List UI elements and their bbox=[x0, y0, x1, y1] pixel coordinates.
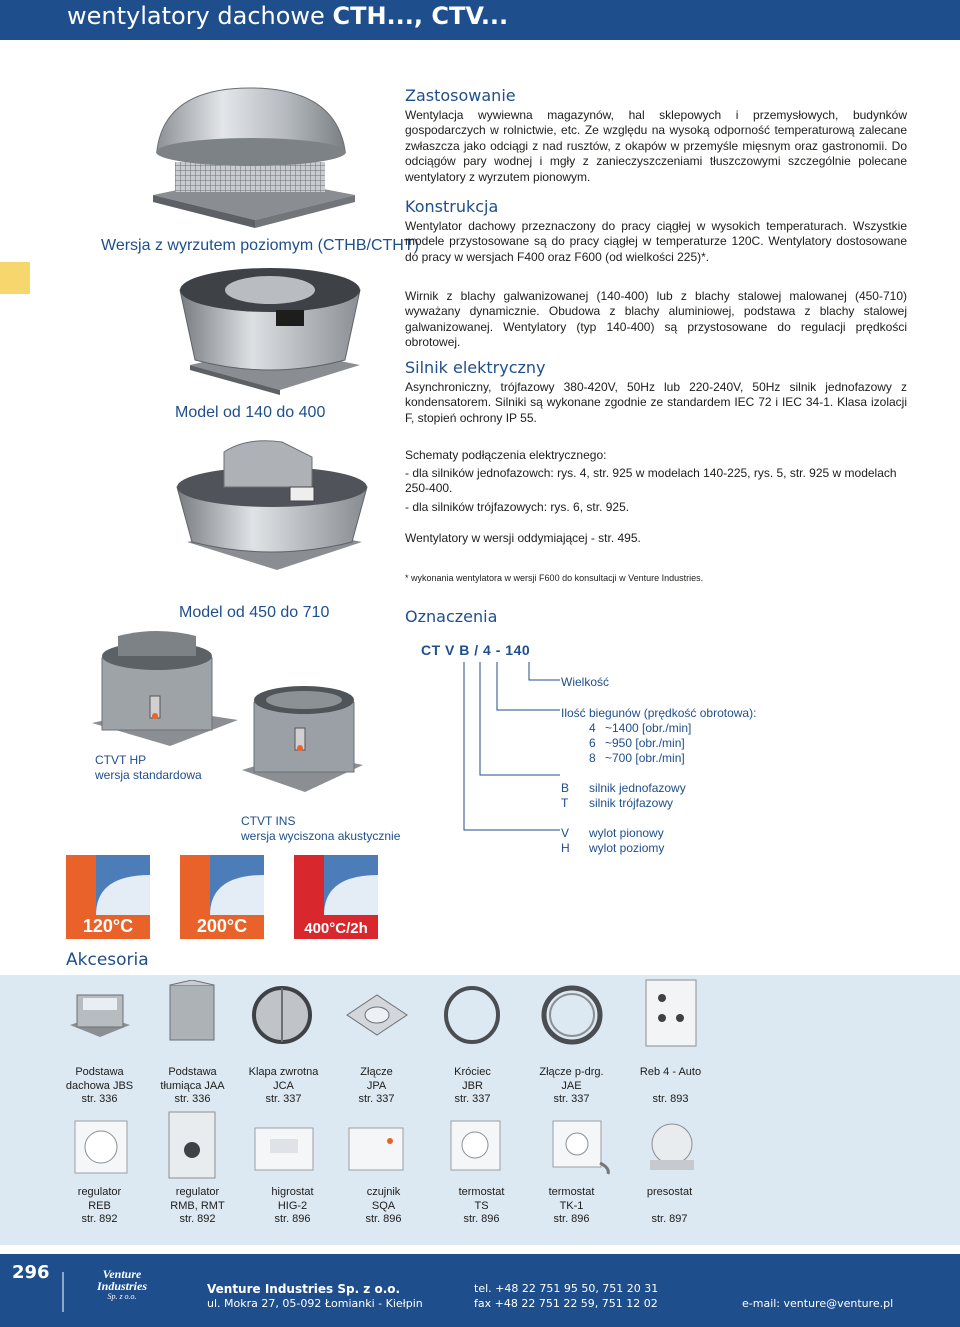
accessory-reb-4-auto bbox=[623, 1066, 718, 1107]
accessory-tk-1 bbox=[524, 1186, 619, 1227]
footnote-f600: * wykonania wentylatora w wersji F600 do konsultacji w Venture Industries. bbox=[405, 573, 704, 583]
fan-horizontal-image bbox=[170, 265, 370, 395]
accessory-name: regulator bbox=[175, 1186, 220, 1198]
accessory-presostat bbox=[622, 1186, 717, 1227]
zastosowanie-text: Wentylacja wywiewna magazynów, hal sklepowych i przemysłowych, budynków gospodarczych w rolnictwie, etc. Ze względu na wysoką odporność temperaturową zalecane zwłaszcza jako odciągi z nad rusztów, z okapów w przemyśle mięsnym oraz gastronomii. Do odciągów pary wodnej i mgły z zanieczyszczeniami tłuszczowymi szczególnie polecane wentylatory z wyrzutem pionowym. bbox=[405, 108, 907, 184]
accessory-sqa bbox=[336, 1186, 431, 1227]
accessory-model: JBR bbox=[462, 1079, 483, 1092]
outlet-value: wylot poziomy bbox=[589, 841, 665, 855]
pole-value: ~700 [obr./min] bbox=[605, 751, 685, 765]
accessory-name: Podstawa bbox=[168, 1066, 217, 1078]
oddymiajace-text: Wentylatory w wersji oddymiającej - str. 495. bbox=[405, 531, 641, 545]
accessory-model: SQA bbox=[371, 1199, 396, 1212]
pole-key: 6 bbox=[589, 736, 596, 750]
accessory-hig-2 bbox=[245, 1186, 340, 1227]
phase-row bbox=[561, 781, 686, 796]
silencer-base-jaa-icon bbox=[162, 980, 222, 1045]
designation-code: CT V B / 4 - 140 bbox=[421, 642, 531, 658]
accessory-model: tłumiąca JAA bbox=[160, 1079, 225, 1092]
thermostat-ts-icon bbox=[448, 1118, 503, 1173]
outlet-row bbox=[561, 826, 664, 841]
temp-badge-200 bbox=[180, 855, 264, 939]
accessory-name: czujnik bbox=[366, 1186, 401, 1198]
header-bar bbox=[0, 0, 960, 40]
accessory-jca bbox=[236, 1066, 331, 1107]
legend-outlet bbox=[561, 826, 664, 856]
outlet-key: V bbox=[561, 826, 570, 840]
ctvt-hp-desc: wersja standardowa bbox=[95, 768, 202, 782]
schematy-line-2: - dla silników trójfazowych: rys. 6, str. 925. bbox=[405, 500, 630, 514]
poles-title: Ilość biegunów (prędkość obrotowa): bbox=[561, 706, 757, 720]
accessory-model: REB bbox=[88, 1199, 111, 1212]
designation-connector-lines bbox=[420, 660, 570, 860]
accessory-page: str. 897 bbox=[651, 1213, 688, 1225]
thermostat-tk-1-icon bbox=[550, 1118, 612, 1176]
outlet-key: H bbox=[561, 841, 570, 855]
legend-poles bbox=[561, 706, 756, 766]
section-title-akcesoria: Akcesoria bbox=[66, 950, 149, 970]
accessory-jae bbox=[524, 1066, 619, 1107]
pole-value: ~950 [obr./min] bbox=[605, 736, 685, 750]
accessory-page: str. 893 bbox=[652, 1093, 689, 1105]
accessory-page: str. 337 bbox=[265, 1093, 302, 1105]
accessory-name: Reb 4 - Auto bbox=[639, 1066, 702, 1078]
accessory-page: str. 892 bbox=[179, 1213, 216, 1225]
accessory-model: TS bbox=[474, 1199, 489, 1212]
pole-value: ~1400 [obr./min] bbox=[605, 721, 692, 735]
accessory-model: HIG-2 bbox=[277, 1199, 308, 1212]
accessory-jbs bbox=[52, 1066, 147, 1107]
footer-company: Venture Industries Sp. z o.o. bbox=[207, 1282, 401, 1296]
ctvt-ins-name: CTVT INS bbox=[241, 814, 296, 828]
title-prefix: wentylatory dachowe bbox=[67, 2, 333, 30]
spigot-jbr-icon bbox=[442, 985, 502, 1045]
phase-value: silnik jednofazowy bbox=[589, 781, 686, 795]
caption-model-140-400: Model od 140 do 400 bbox=[175, 404, 326, 421]
pole-row bbox=[561, 751, 756, 766]
section-title-silnik: Silnik elektryczny bbox=[405, 358, 546, 377]
temp-badge-120 bbox=[66, 855, 150, 939]
silnik-text: Asynchroniczny, trójfazowy 380-420V, 50Hz lub 220-240V, 50Hz silnik jednofazowy z kondensatorem. Silniki są wykonane zgodnie ze standardem IEC 72 i IEC 34-1. Klasa izolacji F, stopień ochrony IP 55. bbox=[405, 380, 907, 425]
pole-key: 4 bbox=[589, 721, 596, 735]
regulator-rmb-icon bbox=[165, 1110, 220, 1180]
fan-ctvt-ins-image bbox=[240, 680, 365, 795]
footer-email[interactable]: e-mail: venture@venture.pl bbox=[742, 1297, 894, 1310]
accessory-name: Króciec bbox=[454, 1066, 491, 1078]
legend-wielkosc: Wielkość bbox=[561, 675, 610, 689]
phase-row bbox=[561, 796, 686, 811]
accessory-name: termostat bbox=[548, 1186, 595, 1198]
schematy-line-1: - dla silników jednofazowch: rys. 4, str. 925 w modelach 140-225, rys. 5, str. 925 w modelach 250-400. bbox=[405, 466, 897, 496]
ctvt-hp-name: CTVT HP bbox=[95, 753, 147, 767]
accessory-model: RMB, RMT bbox=[170, 1199, 225, 1212]
accessory-page: str. 337 bbox=[358, 1093, 395, 1105]
legend-phase bbox=[561, 781, 686, 811]
page-number: 296 bbox=[12, 1262, 50, 1283]
accessory-model bbox=[623, 1080, 718, 1094]
phase-value: silnik trójfazowy bbox=[589, 796, 674, 810]
pressostat-icon bbox=[640, 1120, 705, 1175]
caption-ctvt-ins bbox=[241, 814, 400, 844]
side-tab-marker bbox=[0, 262, 30, 294]
accessory-model: TK-1 bbox=[559, 1199, 584, 1212]
accessory-model: JAE bbox=[561, 1079, 582, 1092]
sensor-sqa-icon bbox=[346, 1125, 406, 1173]
footer-fax: fax +48 22 751 22 59, 751 12 02 bbox=[474, 1297, 658, 1310]
accessory-name: Złącze bbox=[360, 1066, 393, 1078]
title-bold: CTH..., CTV... bbox=[332, 2, 509, 30]
phase-key: B bbox=[561, 781, 570, 795]
pole-key: 8 bbox=[589, 751, 596, 765]
caption-ctvt-hp bbox=[95, 753, 202, 783]
accessory-jpa bbox=[329, 1066, 424, 1107]
outlet-value: wylot pionowy bbox=[589, 826, 664, 840]
roof-base-jbs-icon bbox=[65, 985, 135, 1045]
accessory-page: str. 896 bbox=[463, 1213, 500, 1225]
schematy-title: Schematy podłączenia elektrycznego: bbox=[405, 448, 607, 462]
flexible-connector-jae-icon bbox=[540, 985, 605, 1045]
accessory-page: str. 896 bbox=[553, 1213, 590, 1225]
konstrukcja-text-2: Wirnik z blachy galwanizowanej (140-400) lub z blachy stalowej malowanej (450-710) wyważany dynamicznie. Obudowa z blachy aluminiowej, podstawa z blachy stalowej galwanizowanej. Wentylatory (typ 140-400) są przystosowane do regulacji prędkości obrotowej. bbox=[405, 289, 907, 350]
section-title-zastosowanie: Zastosowanie bbox=[405, 86, 516, 105]
accessory-reb bbox=[52, 1186, 147, 1227]
section-title-oznaczenia: Oznaczenia bbox=[405, 607, 498, 626]
accessory-name: Podstawa bbox=[75, 1066, 124, 1078]
section-title-konstrukcja: Konstrukcja bbox=[405, 197, 499, 216]
outlet-row bbox=[561, 841, 664, 856]
regulator-reb-icon bbox=[72, 1118, 130, 1176]
temp-label-200: 200°C bbox=[196, 916, 248, 936]
accessory-model: JPA bbox=[366, 1079, 387, 1092]
footer-bar bbox=[0, 1254, 960, 1327]
ctvt-ins-desc: wersja wyciszona akustycznie bbox=[241, 829, 401, 843]
page-title bbox=[67, 2, 508, 30]
fan-vertical-small-image bbox=[172, 432, 372, 572]
pole-row bbox=[561, 721, 756, 736]
accessory-name: higrostat bbox=[271, 1186, 314, 1198]
accessory-name: Złącze p-drg. bbox=[539, 1066, 604, 1078]
accessory-name: regulator bbox=[77, 1186, 122, 1198]
backdraft-damper-jca-icon bbox=[250, 985, 315, 1045]
caption-model-450-710: Model od 450 do 710 bbox=[179, 604, 330, 621]
venture-logo bbox=[92, 1268, 152, 1302]
accessory-page: str. 892 bbox=[81, 1213, 118, 1225]
accessory-page: str. 336 bbox=[81, 1093, 118, 1105]
accessory-name: presostat bbox=[646, 1186, 693, 1198]
accessory-name: termostat bbox=[458, 1186, 505, 1198]
accessory-page: str. 896 bbox=[274, 1213, 311, 1225]
connector-jpa-icon bbox=[342, 990, 412, 1040]
fan-dome-image bbox=[145, 80, 360, 230]
accessory-jbr bbox=[425, 1066, 520, 1107]
accessory-model: dachowa JBS bbox=[65, 1079, 134, 1092]
logo-word-3: Sp. z o.o. bbox=[107, 1292, 137, 1301]
hygrostat-hig-2-icon bbox=[252, 1125, 317, 1173]
accessory-name: Klapa zwrotna bbox=[248, 1066, 319, 1078]
accessory-ts bbox=[434, 1186, 529, 1227]
accessory-jaa bbox=[145, 1066, 240, 1107]
accessory-model bbox=[622, 1200, 717, 1214]
accessory-page: str. 337 bbox=[553, 1093, 590, 1105]
fan-ctvt-hp-image bbox=[90, 628, 240, 748]
accessory-page: str. 896 bbox=[365, 1213, 402, 1225]
footer-address: ul. Mokra 27, 05-092 Łomianki - Kiełpin bbox=[207, 1297, 423, 1310]
caption-horizontal-version: Wersja z wyrzutem poziomym (CTHB/CTHT) bbox=[101, 237, 419, 254]
footer-tel: tel. +48 22 751 95 50, 751 20 31 bbox=[474, 1282, 659, 1295]
accessory-rmb-rmt bbox=[150, 1186, 245, 1227]
reb-4-auto-icon bbox=[640, 978, 702, 1050]
accessory-page: str. 337 bbox=[454, 1093, 491, 1105]
temp-badge-400 bbox=[294, 855, 378, 939]
phase-key: T bbox=[561, 796, 569, 810]
konstrukcja-text-1: Wentylator dachowy przeznaczony do pracy ciągłej w wysokich temperaturach. Wszystkie modele przystosowane są do pracy ciągłej w temperaturze 120C. Wentylatory dostosowane do pracy w wersjach F400 oraz F600 (od wielkości 225)*. bbox=[405, 219, 907, 264]
temp-label-120: 120°C bbox=[82, 916, 134, 936]
logo-word-2: Industries bbox=[96, 1279, 148, 1293]
temp-label-400: 400°C/2h bbox=[304, 920, 368, 937]
accessory-page: str. 336 bbox=[174, 1093, 211, 1105]
pole-row bbox=[561, 736, 756, 751]
footer-divider-line bbox=[62, 1272, 82, 1312]
logo-word-1: Venture bbox=[102, 1267, 142, 1281]
accessory-model: JCA bbox=[273, 1079, 294, 1092]
